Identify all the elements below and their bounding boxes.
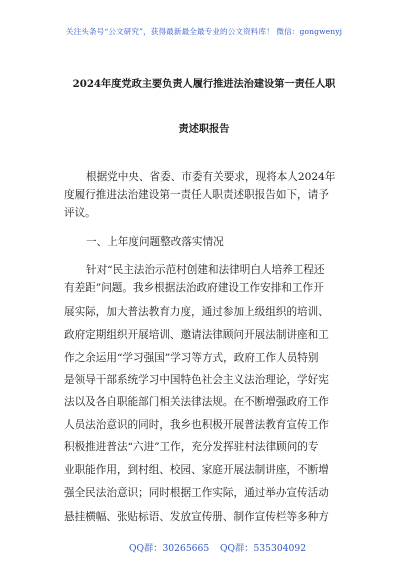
document-title-line-1: 2024年度党政主要负责人履行推进法治建设第一责任人职	[72, 78, 336, 90]
footer-qq-group-2: QQ群：535304092	[220, 543, 307, 554]
body-line: 人员法治意识的同时，我乡也积极开展普法教育宣传工作	[64, 419, 329, 431]
document-title-line-2: 责述职报告	[178, 123, 230, 135]
body-line: 作之余运用“学习强国”学习等方式，政府工作人员特别	[64, 352, 319, 364]
body-line: 政府定期组织开展培训、邀请法律顾问开展法制讲座和工	[64, 329, 329, 341]
section-heading: 一、上年度问题整改落实情况	[86, 236, 224, 248]
body-line: 针对“民主法治示范村创建和法律明白人培养工程还	[86, 264, 325, 276]
body-line: 根据党中央、省委、市委有关要求，现将本人2024年	[86, 171, 336, 183]
body-line: 强全民法治意识；同时根据工作实际，通过举办宣传活动	[64, 487, 329, 499]
body-line: 评议。	[64, 207, 96, 219]
body-line: 有差距”问题。我乡根据法治政府建设工作安排和工作开	[64, 282, 324, 294]
header-banner: 关注头条号“公文研究”，获得最新最全最专业的公文资料库！ 微信：gongwenyj	[65, 27, 343, 36]
body-line: 度履行推进法治建设第一责任人职责述职报告如下，请予	[64, 189, 329, 201]
body-line: 业职能作用，到村组、校园、家庭开展法制讲座，不断增	[64, 464, 329, 476]
body-line: 积极推进普法“六进”工作，充分发挥驻村法律顾问的专	[64, 441, 319, 453]
footer-qq-group-1: QQ群：30265665	[129, 543, 210, 554]
body-line: 法以及各自职能部门相关法律法规。在不断增强政府工作	[64, 396, 329, 408]
body-line: 是领导干部系统学习中国特色社会主义法治理论，学好宪	[64, 374, 329, 386]
body-line: 展实际，加大普法教育力度，通过参加上级组织的培训、	[64, 306, 329, 318]
body-line: 悬挂横幅、张贴标语、发放宣传册、制作宣传栏等多种方	[64, 511, 329, 523]
